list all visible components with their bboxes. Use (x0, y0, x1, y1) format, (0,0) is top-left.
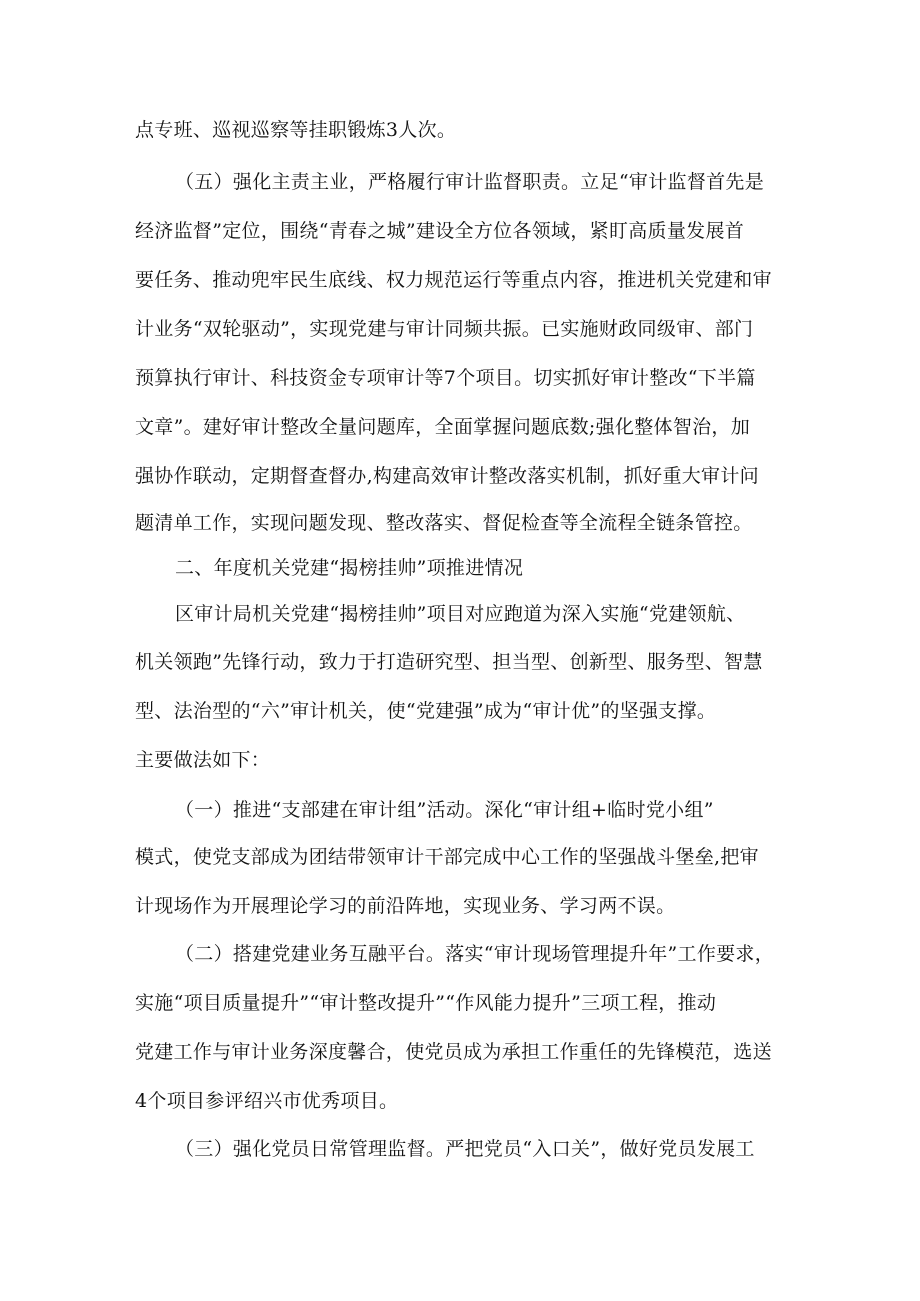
paragraph-heading-line: （三）强化党员日常管理监督。严把党员“入口关”，做好党员发展工 (175, 1138, 755, 1160)
paragraph-first-line: 区审计局机关党建“揭榜挂帅”项目对应跑道为深入实施“党建领航、 (175, 603, 746, 625)
text-line: 机关领跑”先锋行动，致力于打造研究型、担当型、创新型、服务型、智慧 (135, 651, 763, 673)
paragraph-heading-line: （二）搭建党建业务互融平台。落实“审计现场管理提升年”工作要求， (175, 943, 775, 965)
text-line: 要任务、推动兜牢民生底线、权力规范运行等重点内容，推进机关党建和审 (135, 269, 772, 291)
text-line: 4个项目参评绍兴市优秀项目。 (135, 1090, 399, 1112)
text-line: 点专班、巡视巡察等挂职锻炼3人次。 (135, 119, 457, 141)
text-line: 主要做法如下： (135, 749, 271, 771)
paragraph-heading-line: （一）推进“支部建在审计组”活动。深化“审计组+临时党小组” (175, 799, 714, 821)
text-line: 计现场作为开展理论学习的前沿阵地，实现业务、学习两不误。 (135, 895, 676, 917)
text-line: 文章”。建好审计整改全量问题库，全面掌握问题底数;强化整体智治，加 (135, 416, 751, 438)
text-line: 经济监督”定位，围绕“青春之城”建设全方位各领域，紧盯高质量发展首 (135, 220, 745, 242)
text-line: 计业务“双轮驱动”，实现党建与审计同频共振。已实施财政同级审、部门 (135, 318, 754, 340)
section-heading: 二、年度机关党建“揭榜挂帅”项推进情况 (175, 557, 524, 579)
text-line: 题清单工作，实现问题发现、整改落实、督促检查等全流程全链条管控。 (135, 512, 753, 534)
text-line: 实施“项目质量提升”“审计整改提升”“作风能力提升”三项工程，推动 (135, 992, 717, 1014)
text-line: 强协作联动，定期督查督办,构建高效审计整改落实机制，抓好重大审计问 (135, 465, 759, 487)
text-line: 预算执行审计、科技资金专项审计等7个项目。切实抓好审计整改“下半篇 (135, 367, 756, 389)
text-line: 党建工作与审计业务深度馨合，使党员成为承担工作重任的先锋模范，选送 (135, 1041, 772, 1063)
text-line: 模式，使党支部成为团结带领审计干部完成中心工作的坚强战斗堡垒,把审 (135, 846, 759, 868)
text-line: 型、法治型的“六”审计机关，使“党建强”成为“审计优”的坚强支撑。 (135, 700, 717, 722)
paragraph-heading-line: （五）强化主责主业，严格履行审计监督职责。立足“审计监督首先是 (175, 171, 765, 193)
